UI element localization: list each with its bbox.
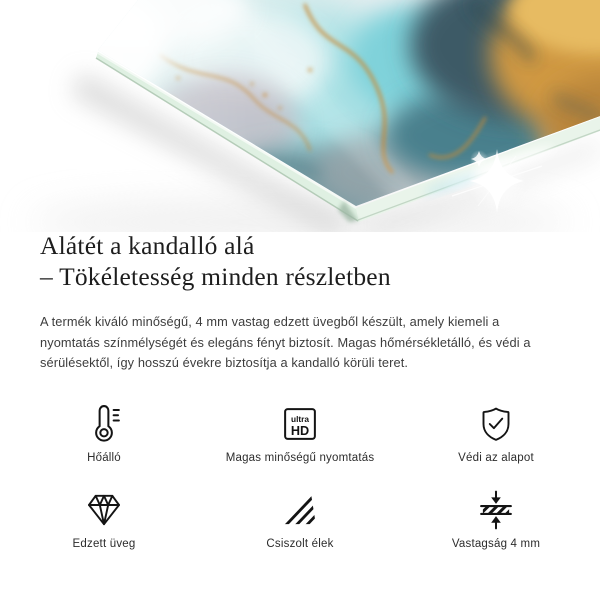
section-title <box>40 230 391 292</box>
feature-label: Edzett üveg <box>72 538 136 550</box>
product-image <box>0 0 600 232</box>
feature-high-quality-print <box>202 402 398 464</box>
section-title-line2: – Tökéletesség minden részletben <box>40 262 391 291</box>
thickness-icon <box>475 488 517 532</box>
feature-label: Védi az alapot <box>458 452 534 464</box>
glass-panel-illustration <box>0 0 600 232</box>
polished-edges-icon <box>281 488 319 532</box>
feature-label: Magas minőségű nyomtatás <box>225 452 375 464</box>
ultra-hd-icon <box>279 402 321 446</box>
feature-polished-edges <box>202 488 398 550</box>
product-description: A termék kiváló minőségű, 4 mm vastag edzett üvegből készült, amely kiemeli a nyomtatás színmélységét és elegáns fényt biztosít. Magas hőmérsékletálló, és védi a sérülésektől, így hosszú évekre biztosítja a kandalló körüli teret. <box>40 314 531 371</box>
feature-heat-resistant <box>6 402 202 464</box>
thermometer-icon <box>83 402 125 446</box>
ultra-hd-badge-small: ultra <box>291 413 309 424</box>
feature-label: Vastagság 4 mm <box>451 538 541 550</box>
feature-label: Csiszolt élek <box>266 538 334 550</box>
feature-label: Hőálló <box>87 452 121 464</box>
feature-tempered-glass <box>6 488 202 550</box>
feature-protects-base <box>398 402 594 464</box>
feature-thickness <box>398 488 594 550</box>
diamond-icon <box>84 488 124 532</box>
section-title-line1: Alátét a kandalló alá <box>40 231 255 260</box>
shield-check-icon <box>476 402 516 446</box>
ultra-hd-badge-large: HD <box>290 423 310 438</box>
feature-grid <box>6 402 594 550</box>
